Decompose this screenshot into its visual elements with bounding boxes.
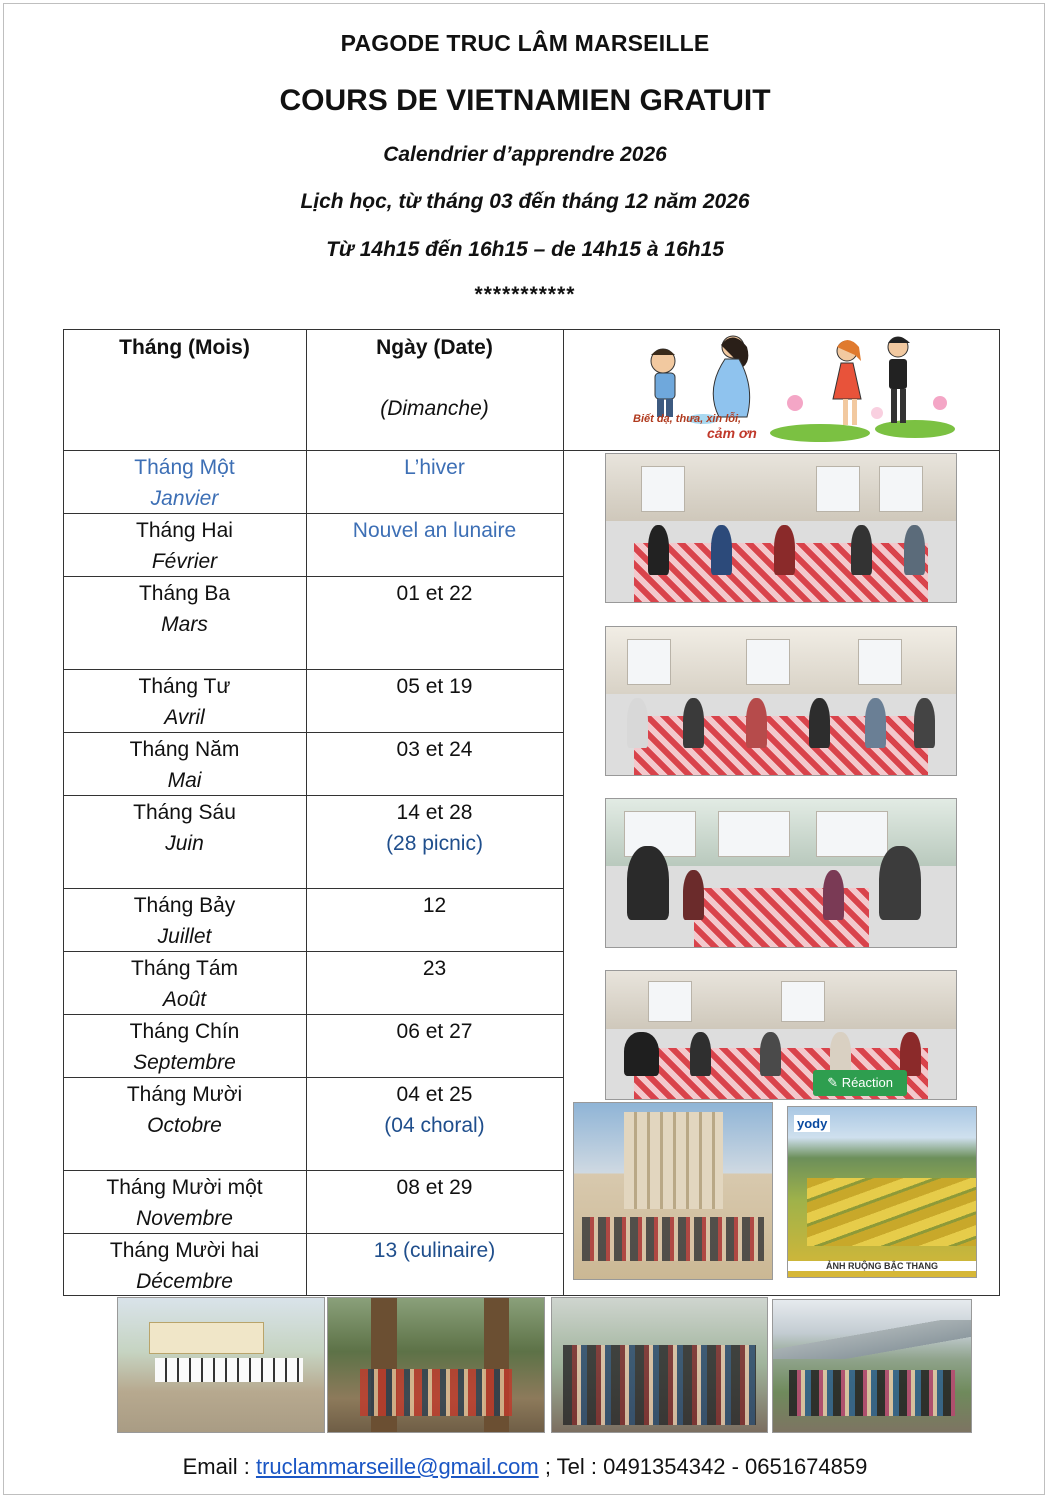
table-row bbox=[63, 452, 306, 514]
date-cell: 08 et 29 bbox=[396, 1176, 473, 1199]
month-fr: Avril bbox=[164, 706, 205, 729]
header-date: Ngày (Date) bbox=[376, 336, 493, 359]
month-vn: Tháng Tư bbox=[138, 675, 231, 698]
politeness-illustration bbox=[615, 333, 960, 447]
date-cell: Nouvel an lunaire bbox=[352, 519, 517, 542]
class-photo-1 bbox=[605, 453, 957, 603]
month-vn: Tháng Hai bbox=[136, 519, 233, 542]
reaction-badge: ✎ Réaction bbox=[813, 1070, 907, 1096]
table-row bbox=[63, 671, 306, 733]
date-cell: 06 et 27 bbox=[396, 1020, 473, 1043]
header-date-sub: (Dimanche) bbox=[380, 397, 489, 420]
month-fr: Août bbox=[162, 988, 207, 1011]
table-row bbox=[63, 1172, 306, 1234]
table-row bbox=[63, 578, 306, 640]
month-vn: Tháng Tám bbox=[131, 957, 238, 980]
forest-group-photo bbox=[327, 1297, 545, 1433]
page-title: COURS DE VIETNAMIEN GRATUIT bbox=[279, 84, 771, 117]
table-row bbox=[63, 734, 306, 796]
subtitle-fr: Calendrier d’apprendre 2026 bbox=[383, 143, 667, 166]
date-cell: 05 et 19 bbox=[396, 675, 473, 698]
month-fr: Décembre bbox=[136, 1270, 233, 1293]
illustration-caption: Biết dạ, thưa, xin lỗi, cảm ơn bbox=[633, 413, 757, 441]
month-vn: Tháng Mười bbox=[126, 1083, 243, 1106]
month-vn: Tháng Một bbox=[134, 456, 235, 479]
table-row bbox=[63, 515, 306, 577]
header-month: Tháng (Mois) bbox=[119, 336, 250, 359]
table-row bbox=[63, 890, 306, 952]
month-vn: Tháng Bảy bbox=[133, 894, 236, 917]
col-divider-2 bbox=[563, 329, 564, 1296]
month-fr: Septembre bbox=[133, 1051, 236, 1074]
subtitle-vn: Lịch học, từ tháng 03 đến tháng 12 năm 2026 bbox=[300, 190, 750, 213]
class-photo-2 bbox=[605, 626, 957, 776]
schedule-time: Từ 14h15 đến 16h15 – de 14h15 à 16h15 bbox=[326, 238, 724, 261]
month-fr: Mai bbox=[167, 769, 202, 792]
month-vn: Tháng Ba bbox=[138, 582, 231, 605]
date-cell: 13 (culinaire) bbox=[373, 1239, 496, 1262]
table-row bbox=[63, 1235, 306, 1297]
rice-terraces-label: ẢNH RUỘNG BẬC THANG bbox=[788, 1261, 976, 1271]
separator: *********** bbox=[474, 283, 576, 306]
date-note: (04 choral) bbox=[384, 1114, 485, 1137]
month-vn: Tháng Chín bbox=[129, 1020, 240, 1043]
class-photo-4 bbox=[605, 970, 957, 1100]
date-cell: L’hiver bbox=[404, 456, 465, 479]
email-label: Email : bbox=[182, 1454, 256, 1479]
org-name: PAGODE TRUC LÂM MARSEILLE bbox=[340, 30, 710, 56]
month-fr: Octobre bbox=[147, 1114, 222, 1137]
month-vn: Tháng Mười một bbox=[106, 1176, 263, 1199]
month-fr: Mars bbox=[161, 613, 208, 636]
table-row bbox=[63, 1016, 306, 1078]
outdoor-event-photo bbox=[117, 1297, 325, 1433]
class-photo-3 bbox=[605, 798, 957, 948]
date-cell: 14 et 28 (28 picnic) bbox=[306, 797, 563, 859]
table-row bbox=[63, 797, 306, 859]
date-note: (28 picnic) bbox=[386, 832, 483, 855]
yody-logo: yody bbox=[794, 1115, 830, 1132]
table-row bbox=[63, 953, 306, 1015]
month-vn: Tháng Năm bbox=[129, 738, 240, 761]
month-vn: Tháng Mười hai bbox=[109, 1239, 260, 1262]
date-cell: 01 et 22 bbox=[396, 582, 473, 605]
email-link[interactable]: truclammarseille@gmail.com bbox=[255, 1454, 539, 1479]
month-fr: Février bbox=[151, 550, 218, 573]
month-fr: Juin bbox=[165, 832, 204, 855]
date-cell: 04 et 25 (04 choral) bbox=[306, 1079, 563, 1141]
month-fr: Janvier bbox=[150, 487, 219, 510]
month-fr: Juillet bbox=[157, 925, 212, 948]
month-fr: Novembre bbox=[136, 1207, 233, 1230]
header-divider bbox=[63, 450, 1000, 451]
contact-footer bbox=[0, 1454, 1050, 1480]
date-cell: 23 bbox=[422, 957, 447, 980]
group-photo-building bbox=[573, 1102, 773, 1280]
park-group-photo bbox=[551, 1297, 768, 1433]
rice-terraces-photo bbox=[787, 1106, 977, 1278]
phone-numbers: ; Tel : 0491354342 - 0651674859 bbox=[538, 1454, 868, 1479]
table-row bbox=[63, 1079, 306, 1141]
date-cell: 12 bbox=[422, 894, 447, 917]
month-vn: Tháng Sáu bbox=[133, 801, 236, 824]
date-cell: 03 et 24 bbox=[396, 738, 473, 761]
mountain-group-photo bbox=[772, 1299, 972, 1433]
